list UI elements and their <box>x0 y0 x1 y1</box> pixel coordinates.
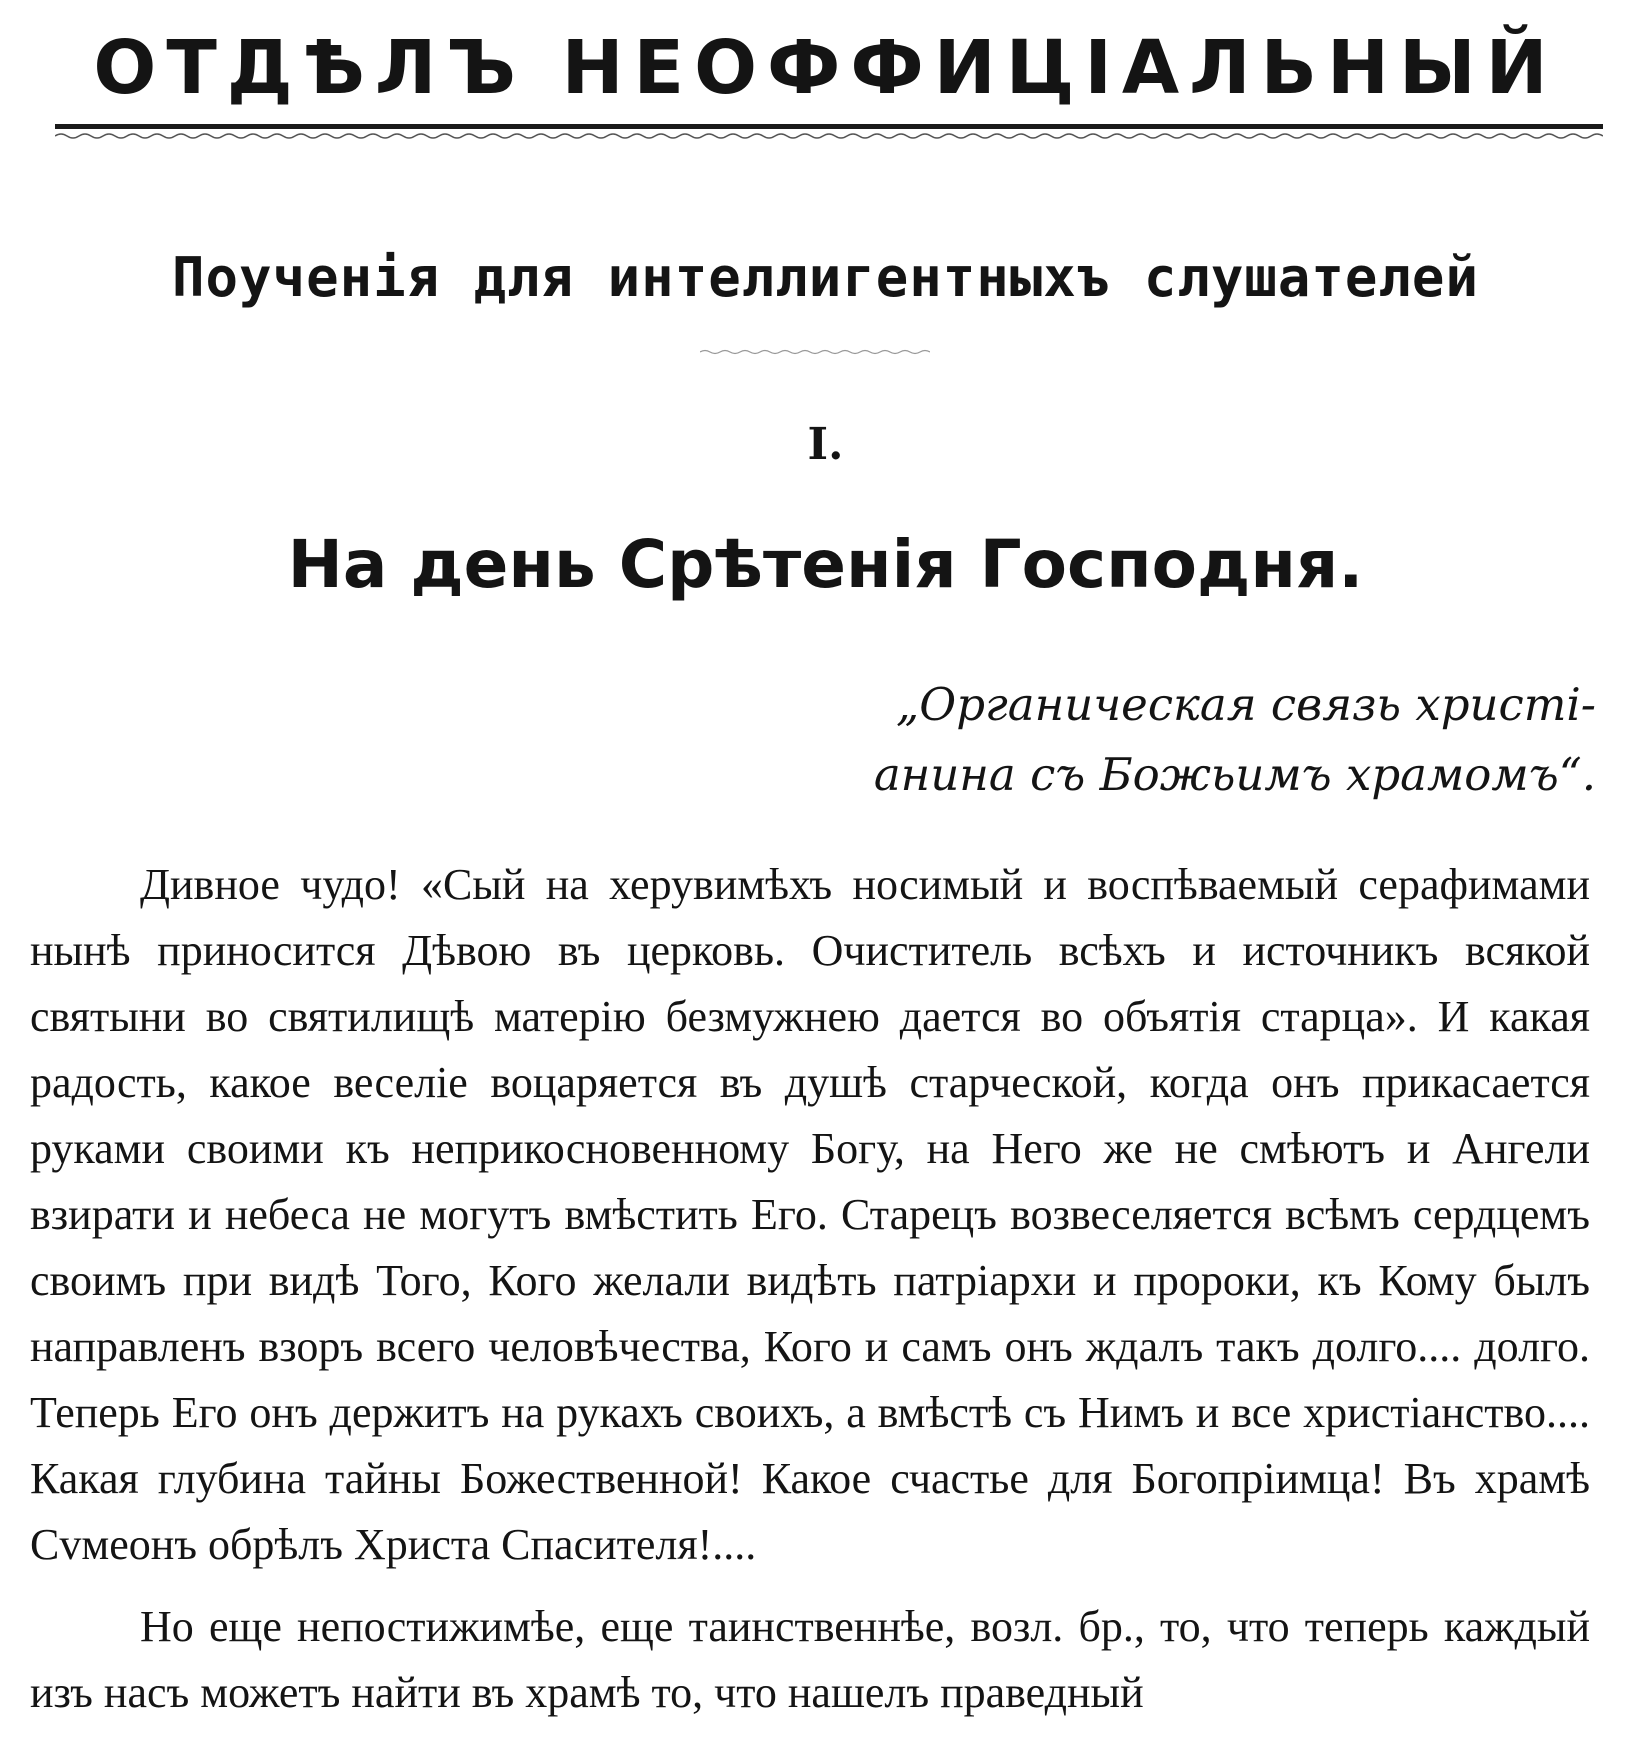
header-rule <box>55 124 1603 129</box>
epigraph-line: „Органическая связь христі- <box>895 678 1596 731</box>
epigraph-line: анина съ Божьимъ храмомъ“. <box>873 748 1596 801</box>
body-text <box>30 852 1590 1726</box>
epigraph <box>776 670 1596 810</box>
sermon-title: На день Срѣтенія Господня. <box>287 526 1364 603</box>
series-title: Поученія для интеллигентныхъ слушателей <box>172 246 1479 309</box>
section-title: ОТДѢЛЪ НЕОФФИЦІАЛЬНЫЙ <box>93 25 1558 111</box>
sermon-number: I. <box>807 419 844 470</box>
header-ornament-rule <box>55 132 1603 140</box>
paragraph: Но еще непостижимѣе, еще таинственнѣе, возл. бр., то, что теперь каждый изъ насъ можетъ найти въ храмѣ то, что нашелъ праведный <box>30 1602 1590 1717</box>
paragraph: Дивное чудо! «Сый на херувимѣхъ носимый и воспѣваемый серафимами нынѣ приносится Дѣвою въ церковь. Очиститель всѣхъ и источникъ всякой святыни во святилищѣ матерію безмужнею дается во объятія старца». И какая радость, какое веселіе воцаряется въ душѣ старческой, когда онъ прикасается руками своими къ неприкосновенному Богу, на Него же не смѣютъ и Ангели взирати и небеса не могутъ вмѣстить Его. Старецъ возвеселяется всѣмъ сердцемъ своимъ при видѣ Того, Кого желали видѣть патріархи и пророки, къ Кому былъ направленъ взоръ всего человѣчества, Кого и самъ онъ ждалъ такъ долго.... долго. Теперь Его онъ держитъ на рукахъ своихъ, а вмѣстѣ съ Нимъ и все христіанство.... Какая глубина тайны Божественной! Какое счастье для Богопріимца! Въ храмѣ Сvмеонъ обрѣлъ Христа Спасителя!.... <box>30 860 1590 1569</box>
ornament-divider <box>700 348 930 356</box>
